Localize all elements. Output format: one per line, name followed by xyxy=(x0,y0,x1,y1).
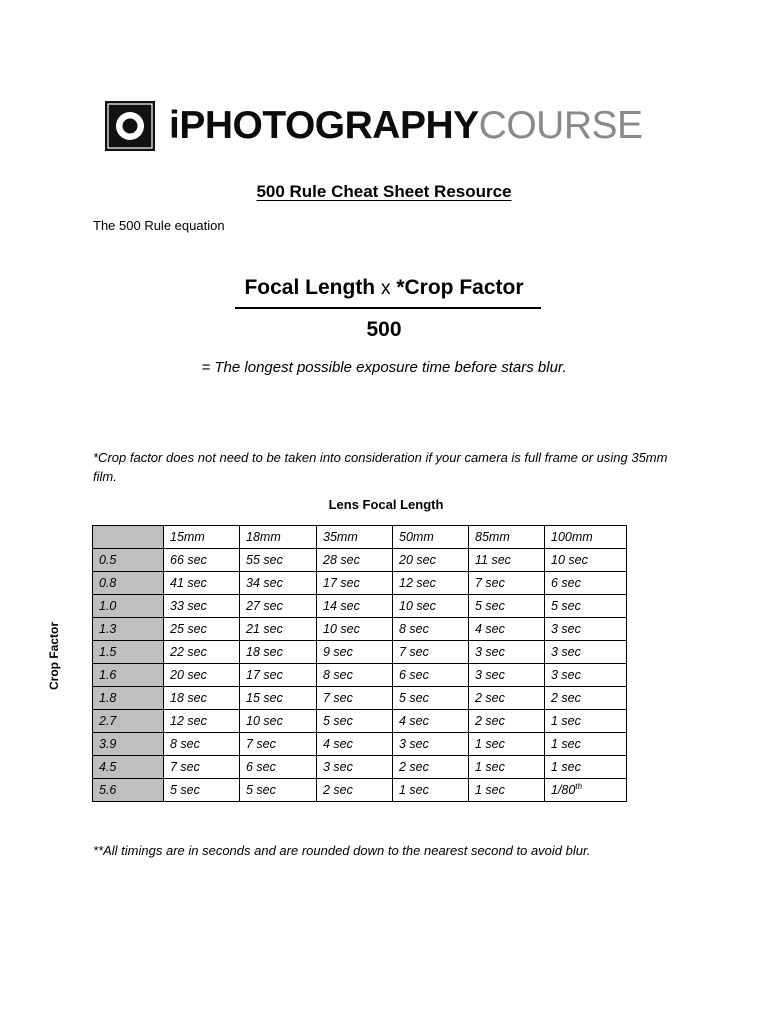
exposure-time-cell xyxy=(164,733,240,756)
exposure-time-value: 5 sec xyxy=(551,599,581,613)
exposure-time-cell xyxy=(317,664,393,687)
exposure-time-cell xyxy=(317,641,393,664)
exposure-time-value: 3 sec xyxy=(551,645,581,659)
exposure-time-value: 1 sec xyxy=(475,760,505,774)
exposure-time-value: 7 sec xyxy=(323,691,353,705)
exposure-time-value: 1 sec xyxy=(551,737,581,751)
exposure-time-cell xyxy=(393,733,469,756)
exposure-time-value: 2 sec xyxy=(475,691,505,705)
exposure-time-cell xyxy=(393,618,469,641)
exposure-time-cell xyxy=(164,710,240,733)
table-row xyxy=(93,618,627,641)
exposure-time-cell xyxy=(164,618,240,641)
exposure-time-value: 22 sec xyxy=(170,645,207,659)
crop-factor-cell: 4.5 xyxy=(93,756,164,779)
exposure-time-value: 27 sec xyxy=(246,599,283,613)
formula-crop-factor: *Crop Factor xyxy=(396,276,524,299)
formula-operator: x xyxy=(380,278,391,299)
column-header: 85mm xyxy=(469,526,545,549)
intro-text: The 500 Rule equation xyxy=(93,218,225,233)
table-header-row xyxy=(93,526,627,549)
exposure-time-cell xyxy=(240,572,317,595)
exposure-time-cell xyxy=(545,664,627,687)
exposure-time-cell xyxy=(393,549,469,572)
exposure-time-cell xyxy=(545,549,627,572)
exposure-time-value: 2 sec xyxy=(323,783,353,797)
exposure-time-cell xyxy=(545,618,627,641)
exposure-time-value: 1/80 xyxy=(551,783,576,798)
table-row xyxy=(93,549,627,572)
exposure-time-cell xyxy=(240,756,317,779)
exposure-time-cell xyxy=(317,756,393,779)
exposure-time-value: 18 sec xyxy=(170,691,207,705)
exposure-time-value: 11 sec xyxy=(475,553,511,567)
table-row xyxy=(93,779,627,802)
camera-lens-icon xyxy=(105,101,155,151)
page-title-text: 500 Rule Cheat Sheet Resource xyxy=(256,182,512,201)
exposure-time-value: 20 sec xyxy=(399,553,436,567)
crop-factor-label: Crop Factor xyxy=(47,621,61,691)
exposure-time-cell xyxy=(317,733,393,756)
table-row xyxy=(93,687,627,710)
exposure-time-cell xyxy=(393,687,469,710)
exposure-time-cell xyxy=(164,664,240,687)
exposure-time-cell xyxy=(317,687,393,710)
exposure-time-cell xyxy=(240,664,317,687)
exposure-time-cell xyxy=(164,687,240,710)
exposure-time-value: 1 sec xyxy=(551,714,581,728)
exposure-time-value: 14 sec xyxy=(323,599,360,613)
exposure-time-value: 6 sec xyxy=(399,668,429,682)
exposure-time-value: 1 sec xyxy=(399,783,429,797)
exposure-time-cell xyxy=(164,641,240,664)
exposure-time-value: 3 sec xyxy=(551,668,581,682)
exposure-time-cell xyxy=(317,549,393,572)
crop-factor-cell: 1.0 xyxy=(93,595,164,618)
exposure-time-value: 15 sec xyxy=(246,691,283,705)
exposure-time-value: 8 sec xyxy=(170,737,200,751)
crop-factor-cell: 2.7 xyxy=(93,710,164,733)
exposure-time-cell xyxy=(469,710,545,733)
column-header: 35mm xyxy=(317,526,393,549)
exposure-time-cell xyxy=(240,641,317,664)
exposure-time-cell xyxy=(393,710,469,733)
crop-factor-cell: 5.6 xyxy=(93,779,164,802)
table-row xyxy=(93,756,627,779)
exposure-time-value: 5 sec xyxy=(475,599,505,613)
exposure-time-value: 20 sec xyxy=(170,668,207,682)
exposure-time-value: 66 sec xyxy=(170,553,207,567)
exposure-time-value: 10 sec xyxy=(399,599,436,613)
exposure-time-value: 3 sec xyxy=(475,668,505,682)
exposure-time-cell xyxy=(469,572,545,595)
exposure-time-value: 4 sec xyxy=(475,622,505,636)
exposure-time-value: 25 sec xyxy=(170,622,207,636)
exposure-time-value: 4 sec xyxy=(323,737,353,751)
exposure-time-cell xyxy=(317,572,393,595)
exposure-time-cell xyxy=(393,595,469,618)
exposure-time-value: 1 sec xyxy=(551,760,581,774)
exposure-time-cell xyxy=(545,756,627,779)
exposure-time-cell xyxy=(545,779,627,802)
exposure-time-value: 3 sec xyxy=(323,760,353,774)
exposure-time-value: 10 sec xyxy=(323,622,360,636)
table-row xyxy=(93,595,627,618)
exposure-time-value: 55 sec xyxy=(246,553,283,567)
table-row xyxy=(93,733,627,756)
exposure-time-cell xyxy=(545,595,627,618)
exposure-time-cell xyxy=(317,710,393,733)
exposure-time-value: 8 sec xyxy=(323,668,353,682)
column-header: 50mm xyxy=(393,526,469,549)
exposure-time-cell xyxy=(469,595,545,618)
exposure-time-cell xyxy=(317,779,393,802)
formula-result: = The longest possible exposure time before stars blur. xyxy=(201,359,567,376)
column-header: 15mm xyxy=(164,526,240,549)
table-row xyxy=(93,710,627,733)
formula-numerator xyxy=(0,276,768,300)
exposure-time-cell xyxy=(240,618,317,641)
formula-focal-length: Focal Length xyxy=(244,276,376,299)
exposure-time-cell xyxy=(545,572,627,595)
exposure-time-value: 5 sec xyxy=(323,714,353,728)
exposure-time-value: 18 sec xyxy=(246,645,283,659)
exposure-time-value: 7 sec xyxy=(399,645,429,659)
crop-factor-cell: 1.8 xyxy=(93,687,164,710)
exposure-time-value: 12 sec xyxy=(399,576,436,590)
exposure-time-cell xyxy=(393,664,469,687)
exposure-time-cell xyxy=(469,549,545,572)
footnote: **All timings are in seconds and are rounded down to the nearest second to avoid blur. xyxy=(93,843,591,858)
crop-factor-cell: 1.5 xyxy=(93,641,164,664)
exposure-time-cell xyxy=(393,572,469,595)
exposure-time-cell xyxy=(164,549,240,572)
brand-logo xyxy=(105,100,643,152)
exposure-time-value: 3 sec xyxy=(399,737,429,751)
crop-factor-cell: 3.9 xyxy=(93,733,164,756)
exposure-time-value: 3 sec xyxy=(475,645,505,659)
exposure-time-value: 2 sec xyxy=(475,714,505,728)
crop-factor-cell: 1.3 xyxy=(93,618,164,641)
exposure-time-value: 12 sec xyxy=(170,714,207,728)
exposure-time-value: 7 sec xyxy=(246,737,276,751)
exposure-time-cell xyxy=(545,641,627,664)
lens-focal-length-label: Lens Focal Length xyxy=(328,497,444,512)
exposure-time-cell xyxy=(164,779,240,802)
exposure-time-cell xyxy=(545,733,627,756)
exposure-time-value: 41 sec xyxy=(170,576,207,590)
exposure-time-cell xyxy=(164,595,240,618)
exposure-time-cell xyxy=(393,641,469,664)
exposure-time-cell xyxy=(469,779,545,802)
exposure-time-cell xyxy=(317,618,393,641)
exposure-time-cell xyxy=(393,756,469,779)
exposure-time-cell xyxy=(469,641,545,664)
table-row xyxy=(93,641,627,664)
table-corner-cell xyxy=(93,526,164,549)
exposure-time-cell xyxy=(469,687,545,710)
exposure-time-value: 2 sec xyxy=(399,760,429,774)
exposure-time-value: 6 sec xyxy=(551,576,581,590)
exposure-time-value: 17 sec xyxy=(246,668,283,682)
crop-factor-note: *Crop factor does not need to be taken into consideration if your camera is full frame or using 35mm film. xyxy=(93,450,668,484)
exposure-time-value: 17 sec xyxy=(323,576,360,590)
exposure-time-cell xyxy=(240,779,317,802)
exposure-time-value: 21 sec xyxy=(246,622,283,636)
formula-denominator: 500 xyxy=(366,318,402,341)
exposure-time-value: 5 sec xyxy=(399,691,429,705)
exposure-time-cell xyxy=(240,549,317,572)
exposure-time-value: 7 sec xyxy=(475,576,505,590)
exposure-time-value: 5 sec xyxy=(246,783,276,797)
exposure-time-cell xyxy=(240,595,317,618)
exposure-time-value: 5 sec xyxy=(170,783,200,797)
column-header: 100mm xyxy=(545,526,627,549)
exposure-time-cell xyxy=(240,733,317,756)
exposure-time-value: 1 sec xyxy=(475,783,505,797)
exposure-time-value: 33 sec xyxy=(170,599,207,613)
table-row xyxy=(93,664,627,687)
exposure-time-value: 7 sec xyxy=(170,760,200,774)
exposure-time-value: 2 sec xyxy=(551,691,581,705)
exposure-time-cell xyxy=(164,572,240,595)
exposure-time-cell xyxy=(469,618,545,641)
brand-wordmark-light: COURSE xyxy=(478,104,643,147)
table-row xyxy=(93,572,627,595)
exposure-time-cell xyxy=(545,687,627,710)
exposure-time-value: 10 sec xyxy=(551,553,588,567)
exposure-time-cell xyxy=(240,687,317,710)
crop-factor-cell: 1.6 xyxy=(93,664,164,687)
brand-wordmark xyxy=(169,100,643,152)
exposure-time-value: 9 sec xyxy=(323,645,353,659)
exposure-time-value: 8 sec xyxy=(399,622,429,636)
exposure-time-value: 28 sec xyxy=(323,553,360,567)
crop-factor-cell: 0.5 xyxy=(93,549,164,572)
page-title xyxy=(0,182,768,202)
exposure-table xyxy=(92,525,627,802)
exposure-time-value: 34 sec xyxy=(246,576,283,590)
exposure-time-cell xyxy=(317,595,393,618)
exposure-time-value: 4 sec xyxy=(399,714,429,728)
exposure-time-cell xyxy=(469,664,545,687)
exposure-time-value: 1 sec xyxy=(475,737,505,751)
brand-wordmark-bold: iPHOTOGRAPHY xyxy=(169,104,479,147)
exposure-time-cell xyxy=(164,756,240,779)
exposure-time-cell xyxy=(393,779,469,802)
exposure-time-cell xyxy=(469,733,545,756)
exposure-time-superscript: th xyxy=(575,782,583,792)
exposure-time-cell xyxy=(469,756,545,779)
exposure-time-cell xyxy=(545,710,627,733)
crop-factor-cell: 0.8 xyxy=(93,572,164,595)
column-header: 18mm xyxy=(240,526,317,549)
exposure-time-value: 3 sec xyxy=(551,622,581,636)
exposure-time-value: 6 sec xyxy=(246,760,276,774)
exposure-time-cell xyxy=(240,710,317,733)
formula-fraction-line xyxy=(235,307,541,309)
exposure-time-value: 10 sec xyxy=(246,714,283,728)
